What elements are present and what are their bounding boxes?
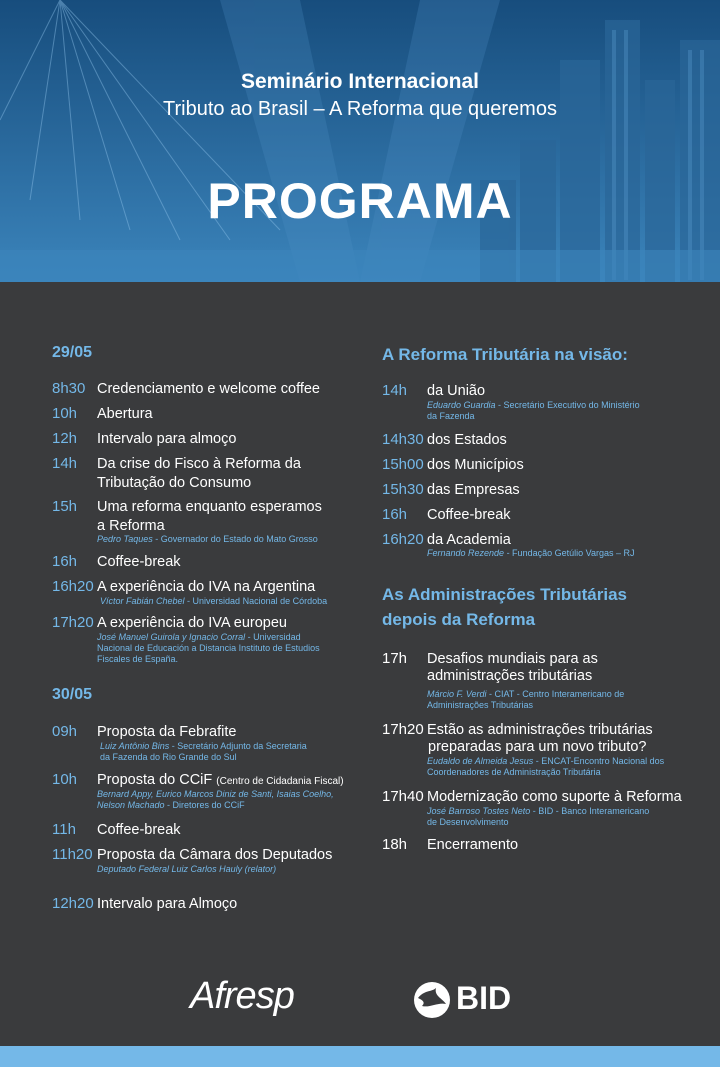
item-title-line2: preparadas para um novo tributo? — [428, 739, 647, 755]
day-2-date: 30/05 — [52, 686, 93, 703]
speaker-name: José Barroso Tostes Neto — [427, 806, 531, 816]
speaker-role: - Diretores do CCiF — [164, 800, 245, 810]
item-title: Abertura — [97, 406, 153, 422]
speaker-name: Eduardo Guardia — [427, 400, 496, 410]
item-time: 17h20 — [382, 721, 424, 738]
item-time: 16h — [52, 553, 78, 570]
item-time: 14h — [52, 455, 78, 472]
header-banner — [0, 0, 720, 282]
speaker-name: José Manuel Guirola y Ignacio Corral — [97, 632, 246, 642]
item-speaker — [97, 534, 377, 545]
item-title: Proposta da Câmara dos Deputados — [97, 847, 333, 863]
item-title: Coffee-break — [97, 554, 181, 570]
speaker-role-line2: da Fazenda — [427, 411, 475, 421]
item-time: 14h — [382, 382, 408, 399]
speaker-name: Bernard Appy, Eurico Marcos Diniz de Santi, Isaias Coelho, — [97, 789, 334, 799]
item-title: da Academia — [427, 532, 511, 548]
speaker-name: Márcio F. Verdi — [427, 689, 487, 699]
item-title-line2: a Reforma — [97, 518, 165, 534]
item-time: 14h30 — [382, 431, 424, 448]
speaker-role-line2: Coordenadores de Administração Tributária — [427, 767, 601, 777]
item-title: Intervalo para Almoço — [97, 896, 238, 912]
item-title: Coffee-break — [97, 822, 181, 838]
city-skyline-image — [0, 0, 720, 282]
item-time: 16h20 — [382, 531, 424, 548]
item-speaker — [427, 548, 707, 559]
item-title — [97, 771, 357, 791]
item-title: Coffee-break — [427, 507, 511, 523]
item-title: Credenciamento e welcome coffee — [97, 381, 320, 397]
item-speaker-line2 — [97, 800, 377, 811]
item-title: Intervalo para almoço — [97, 431, 237, 447]
item-speaker — [427, 806, 707, 817]
item-title: das Empresas — [427, 482, 520, 498]
item-time: 11h — [52, 821, 76, 838]
speaker-role-line3: Fiscales de España. — [97, 654, 179, 664]
speaker-name: Luiz Antônio Bins — [100, 741, 170, 751]
event-title: Seminário Internacional — [240, 70, 480, 93]
speaker-role-line2: Nacional de Educación a Distancia Instituto de Estudios — [97, 643, 320, 653]
item-time: 11h20 — [52, 846, 93, 863]
speaker-role: - Fundação Getúlio Vargas – RJ — [504, 548, 635, 558]
item-title: dos Estados — [427, 432, 507, 448]
item-time: 10h — [52, 771, 78, 788]
item-speaker — [427, 756, 707, 767]
item-title: Encerramento — [427, 837, 519, 853]
item-time: 15h00 — [382, 456, 424, 473]
item-speaker — [100, 741, 380, 752]
item-time: 16h — [382, 506, 408, 523]
footer-bar — [0, 1046, 720, 1067]
speaker-role: - Universidad — [245, 632, 301, 642]
item-time: 17h20 — [52, 614, 94, 631]
item-title: Uma reforma enquanto esperamos — [97, 499, 322, 515]
speaker-role: - Secretário Executivo do Ministério — [495, 400, 640, 410]
item-speaker — [97, 632, 377, 643]
item-time: 16h20 — [52, 578, 94, 595]
item-speaker — [427, 689, 707, 700]
speaker-role-line2: de Desenvolvimento — [427, 817, 509, 827]
item-title: Desafios mundiais para as — [427, 651, 598, 667]
event-subtitle: Tributo ao Brasil – A Reforma que queremos — [163, 98, 557, 120]
speaker-role: - Secretário Adjunto da Secretaria — [169, 741, 307, 751]
item-time: 17h40 — [382, 788, 424, 805]
speaker-role: - ENCAT-Encontro Nacional dos — [533, 756, 665, 766]
item-title: Modernização como suporte à Reforma — [427, 789, 682, 805]
section-title: A Reforma Tributária na visão: — [382, 345, 628, 364]
program-heading: PROGRAMA — [207, 173, 513, 229]
item-title-text: Proposta do CCiF — [97, 772, 213, 788]
item-speaker — [100, 596, 380, 607]
item-speaker — [427, 400, 707, 411]
item-speaker — [97, 864, 377, 875]
speaker-role-line2: da Fazenda do Rio Grande do Sul — [100, 752, 237, 762]
speaker-name: Fernando Rezende — [427, 548, 505, 558]
item-time: 10h — [52, 405, 78, 422]
bid-globe-icon — [412, 980, 452, 1020]
speaker-role: - CIAT - Centro Interamericano de — [486, 689, 625, 699]
item-title: Estão as administrações tributárias — [427, 722, 653, 738]
bid-logo: BID — [456, 980, 512, 1016]
item-time: 12h — [52, 430, 78, 447]
speaker-name: Deputado Federal Luiz Carlos Hauly (relator) — [97, 864, 277, 874]
item-time: 09h — [52, 723, 78, 740]
item-title: dos Municípios — [427, 457, 524, 473]
speaker-role: - Governador do Estado do Mato Grosso — [152, 534, 318, 544]
speaker-role-line2: Administrações Tributárias — [427, 700, 534, 710]
item-time: 8h30 — [52, 380, 86, 397]
item-title-line2: administrações tributárias — [427, 668, 593, 684]
item-speaker — [97, 789, 377, 800]
speaker-name: Nelson Machado — [97, 800, 165, 810]
item-title: A experiência do IVA europeu — [97, 615, 287, 631]
speaker-name: Pedro Taques — [97, 534, 153, 544]
item-time: 15h — [52, 498, 78, 515]
item-time: 12h20 — [52, 895, 94, 912]
item-title-line2: Tributação do Consumo — [97, 475, 252, 491]
speaker-name: Víctor Fabián Chebel — [100, 596, 185, 606]
item-title: Proposta da Febrafite — [97, 724, 237, 740]
section-title: As Administrações Tributárias — [382, 585, 628, 604]
speaker-name: Eudaldo de Almeida Jesus — [427, 756, 534, 766]
speaker-role: - Universidad Nacional de Córdoba — [184, 596, 328, 606]
item-title-note: (Centro de Cidadania Fiscal) — [216, 776, 344, 787]
item-title: Da crise do Fisco à Reforma da — [97, 456, 301, 472]
item-title: A experiência do IVA na Argentina — [97, 579, 316, 595]
item-time: 15h30 — [382, 481, 424, 498]
item-title: da União — [427, 383, 486, 399]
speaker-role: - BID - Banco Interamericano — [530, 806, 650, 816]
day-1-date: 29/05 — [52, 344, 93, 361]
section-title-line2: depois da Reforma — [382, 610, 536, 629]
afresp-logo: Afresp — [190, 975, 294, 1017]
item-time: 18h — [382, 836, 408, 853]
item-time: 17h — [382, 650, 408, 667]
